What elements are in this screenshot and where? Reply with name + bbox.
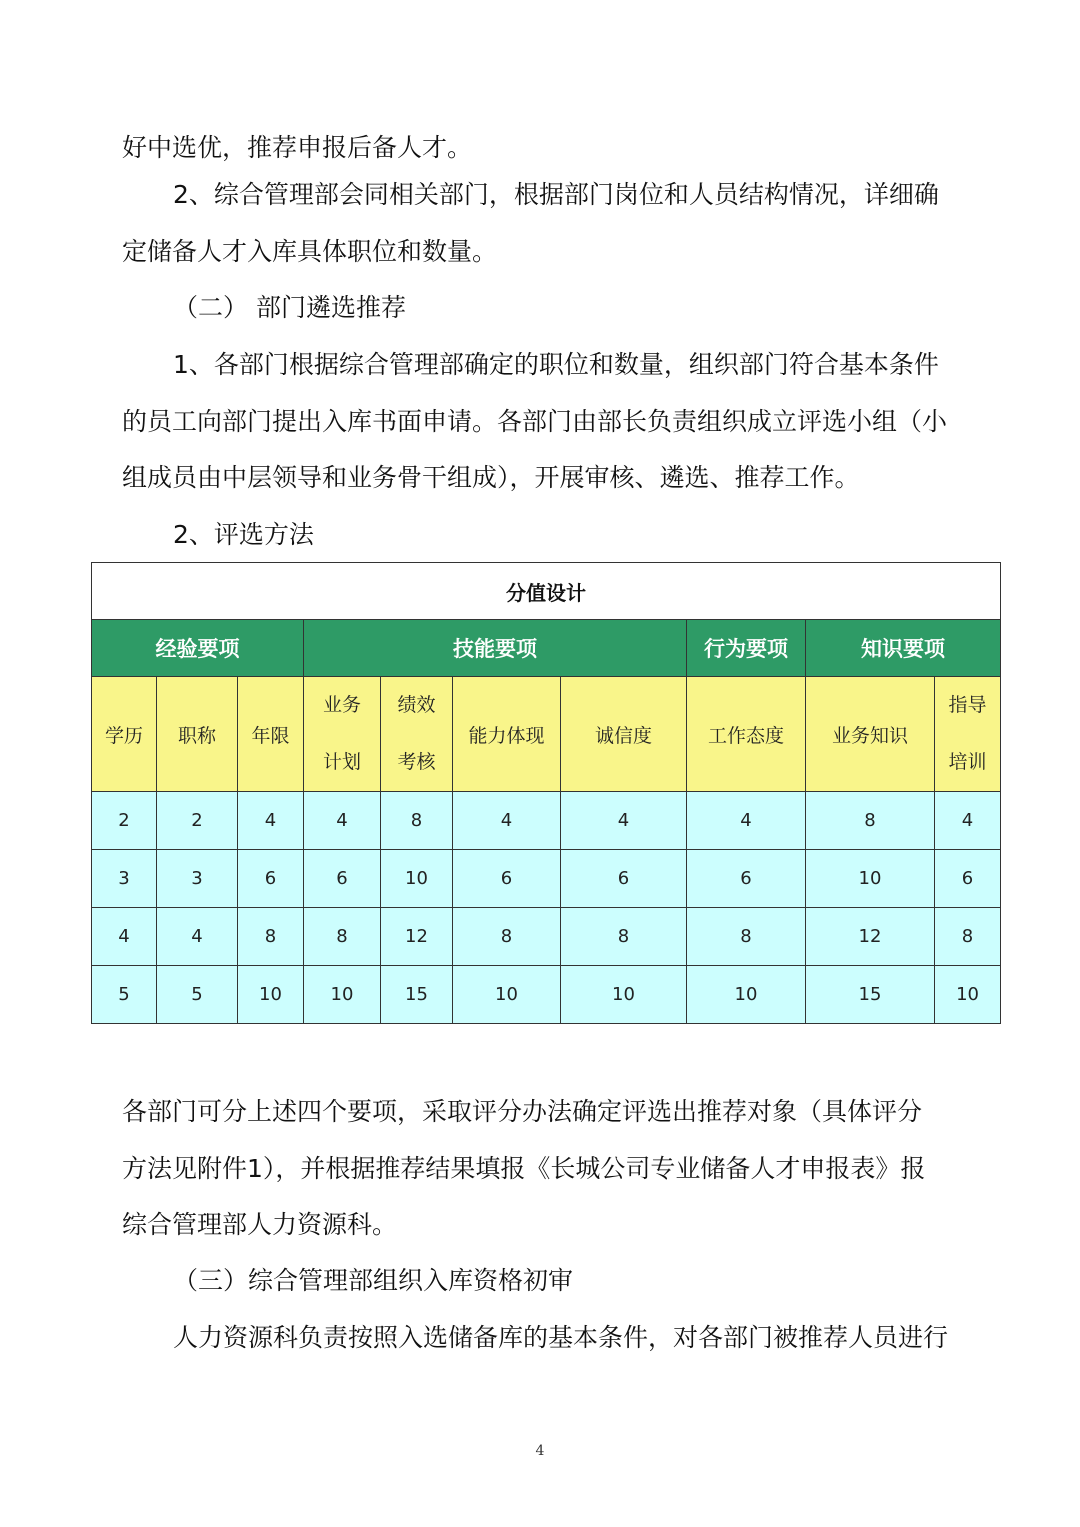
paragraph-line: 综合管理部人力资源科。 [122, 1210, 398, 1239]
subheader-line: 指导 [948, 694, 987, 716]
table-cell: 10 [935, 966, 1001, 1024]
table-cell: 15 [381, 966, 453, 1024]
category-skill: 技能要项 [304, 620, 687, 677]
table-cell: 10 [561, 966, 687, 1024]
paragraph-line: 好中选优，推荐申报后备人才。 [122, 133, 473, 162]
table-cell: 6 [935, 850, 1001, 908]
category-experience: 经验要项 [92, 620, 304, 677]
table-cell: 10 [381, 850, 453, 908]
table-cell: 8 [238, 908, 304, 966]
table-cell: 4 [157, 908, 238, 966]
section-heading: （三）综合管理部组织入库资格初审 [173, 1266, 574, 1295]
table-cell: 5 [157, 966, 238, 1024]
subheader-years: 年限 [238, 677, 304, 792]
table-cell: 10 [806, 850, 935, 908]
table-row [92, 908, 1001, 966]
subheader-line: 计划 [322, 751, 361, 773]
table-cell: 8 [561, 908, 687, 966]
paragraph-line: 定储备人才入库具体职位和数量。 [122, 237, 498, 266]
table-cell: 8 [381, 792, 453, 850]
subheader-line: 培训 [948, 751, 987, 773]
table-cell: 4 [304, 792, 381, 850]
paragraph-line: 2、综合管理部会同相关部门，根据部门岗位和人员结构情况，详细确 [173, 180, 939, 209]
table-cell: 6 [304, 850, 381, 908]
subheader-business-plan [304, 677, 381, 792]
page-number: 4 [535, 1443, 545, 1459]
table-cell: 4 [453, 792, 561, 850]
score-design-table [91, 562, 1001, 1024]
table-row [92, 966, 1001, 1024]
table-cell: 8 [304, 908, 381, 966]
table-row [92, 850, 1001, 908]
subheader-title: 职称 [157, 677, 238, 792]
table-cell: 15 [806, 966, 935, 1024]
table-cell: 4 [935, 792, 1001, 850]
paragraph-line: 各部门可分上述四个要项，采取评分办法确定评选出推荐对象（具体评分 [122, 1097, 923, 1126]
table-cell: 2 [92, 792, 157, 850]
table-cell: 10 [304, 966, 381, 1024]
table-cell: 6 [238, 850, 304, 908]
table-cell: 6 [453, 850, 561, 908]
table-cell: 6 [561, 850, 687, 908]
subheader-line: 业务 [322, 694, 361, 716]
subheader-education: 学历 [92, 677, 157, 792]
category-knowledge: 知识要项 [806, 620, 1001, 677]
table-row [92, 792, 1001, 850]
table-cell: 8 [935, 908, 1001, 966]
table-title: 分值设计 [92, 563, 1001, 620]
table-cell: 10 [453, 966, 561, 1024]
table-cell: 3 [92, 850, 157, 908]
table-cell: 2 [157, 792, 238, 850]
paragraph-line: 1、各部门根据综合管理部确定的职位和数量，组织部门符合基本条件 [173, 350, 939, 379]
table-cell: 4 [92, 908, 157, 966]
table-cell: 6 [687, 850, 806, 908]
paragraph-line: 的员工向部门提出入库书面申请。各部门由部长负责组织成立评选小组（小 [122, 407, 948, 436]
subheader-line: 绩效 [397, 694, 436, 716]
subheader-line: 考核 [397, 751, 436, 773]
table-cell: 10 [687, 966, 806, 1024]
table-cell: 8 [687, 908, 806, 966]
section-heading: （二） 部门遴选推荐 [173, 293, 406, 322]
category-behavior: 行为要项 [687, 620, 806, 677]
table-cell: 12 [381, 908, 453, 966]
paragraph-line: 2、评选方法 [173, 520, 314, 549]
paragraph-line: 人力资源科负责按照入选储备库的基本条件，对各部门被推荐人员进行 [173, 1323, 949, 1352]
subheader-business-knowledge: 业务知识 [806, 677, 935, 792]
table-cell: 8 [806, 792, 935, 850]
subheader-attitude: 工作态度 [687, 677, 806, 792]
table-cell: 3 [157, 850, 238, 908]
subheader-guidance [935, 677, 1001, 792]
table-cell: 8 [453, 908, 561, 966]
table-cell: 12 [806, 908, 935, 966]
table-cell: 10 [238, 966, 304, 1024]
table-cell: 4 [561, 792, 687, 850]
subheader-ability: 能力体现 [453, 677, 561, 792]
table-cell: 4 [238, 792, 304, 850]
paragraph-line: 方法见附件1），并根据推荐结果填报《长城公司专业储备人才申报表》报 [122, 1154, 926, 1183]
table-cell: 5 [92, 966, 157, 1024]
subheader-integrity: 诚信度 [561, 677, 687, 792]
table-cell: 4 [687, 792, 806, 850]
paragraph-line: 组成员由中层领导和业务骨干组成），开展审核、遴选、推荐工作。 [122, 463, 860, 492]
subheader-performance [381, 677, 453, 792]
